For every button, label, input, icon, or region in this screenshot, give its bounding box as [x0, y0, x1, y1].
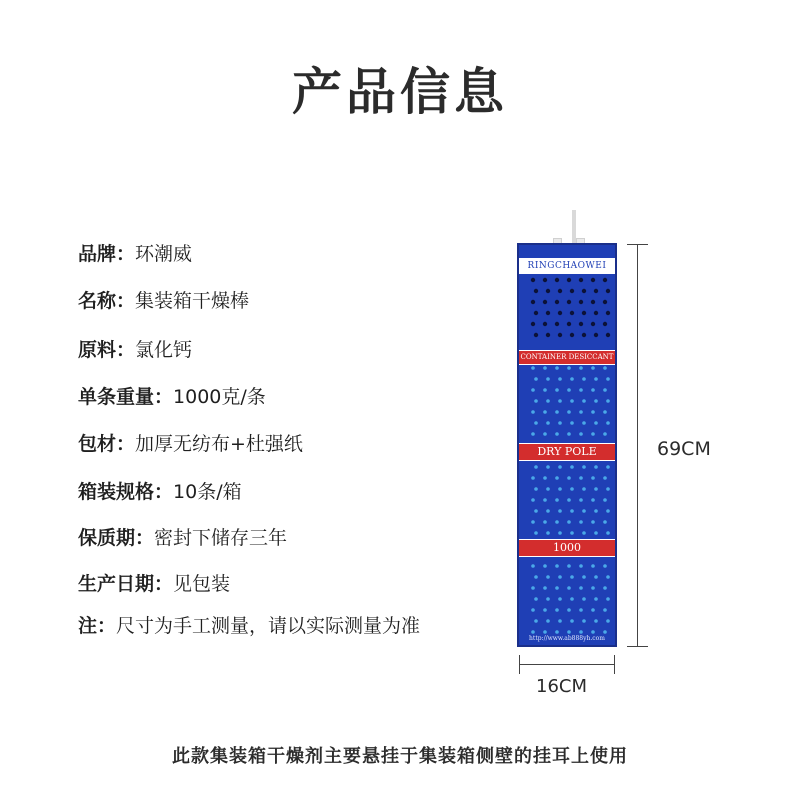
- perforation-hole: [543, 300, 547, 304]
- perforation-hole: [558, 619, 562, 623]
- perforation-hole: [534, 421, 538, 425]
- spec-key: 品牌：: [78, 243, 136, 265]
- perforation-hole: [543, 366, 547, 370]
- perforation-hole: [543, 322, 547, 326]
- height-dimension-line: [637, 244, 638, 647]
- product-band-container: CONTAINER DESICCANT: [519, 350, 615, 365]
- perforation-hole: [603, 278, 607, 282]
- spec-key: 保质期：: [78, 527, 155, 549]
- perforation-hole: [558, 509, 562, 513]
- perforation-hole: [579, 520, 583, 524]
- perforation-hole: [546, 465, 550, 469]
- perforation-hole: [531, 630, 535, 634]
- perforation-hole: [591, 322, 595, 326]
- perforation-hole: [534, 619, 538, 623]
- perforation-hole: [579, 432, 583, 436]
- perforation-hole: [591, 432, 595, 436]
- perforation-hole: [579, 564, 583, 568]
- perforation-hole: [603, 388, 607, 392]
- perforation-hole: [582, 465, 586, 469]
- perforation-hole: [558, 377, 562, 381]
- perforation-hole: [567, 586, 571, 590]
- spec-value: 10条/箱: [173, 481, 242, 503]
- perforation-hole: [570, 311, 574, 315]
- perforation-hole: [591, 366, 595, 370]
- height-dimension-cap-bottom: [627, 646, 648, 647]
- perforation-hole: [567, 498, 571, 502]
- perforation-hole: [534, 465, 538, 469]
- perforation-hole: [606, 333, 610, 337]
- perforation-hole: [534, 399, 538, 403]
- perforation-hole: [534, 289, 538, 293]
- perforation-hole: [555, 608, 559, 612]
- spec-row-box-spec: [78, 480, 242, 504]
- perforation-hole: [567, 630, 571, 634]
- perforation-hole: [558, 597, 562, 601]
- spec-row-material: [78, 338, 192, 362]
- perforation-hole: [531, 278, 535, 282]
- perforation-hole: [582, 333, 586, 337]
- perforation-hole: [534, 333, 538, 337]
- perforation-hole: [555, 388, 559, 392]
- perforation-hole: [534, 311, 538, 315]
- perforation-hole: [594, 597, 598, 601]
- perforation-hole: [606, 465, 610, 469]
- perforation-hole: [570, 509, 574, 513]
- page-title: 产品信息: [292, 63, 508, 121]
- perforation-hole: [606, 311, 610, 315]
- perforation-hole: [567, 322, 571, 326]
- perforation-hole: [603, 366, 607, 370]
- perforation-hole: [603, 520, 607, 524]
- perforation-hole: [558, 465, 562, 469]
- spec-row-packaging: [78, 432, 303, 456]
- perforation-hole: [534, 531, 538, 535]
- perforation-hole: [594, 289, 598, 293]
- perforation-hole: [591, 586, 595, 590]
- perforation-hole: [591, 278, 595, 282]
- perforation-hole: [582, 377, 586, 381]
- perforation-hole: [546, 487, 550, 491]
- perforation-hole: [558, 289, 562, 293]
- perforation-hole: [546, 509, 550, 513]
- perforation-hole: [591, 388, 595, 392]
- perforation-hole: [534, 377, 538, 381]
- perforation-hole: [594, 531, 598, 535]
- perforation-hole: [603, 608, 607, 612]
- perforation-hole: [558, 575, 562, 579]
- perforation-hole: [531, 366, 535, 370]
- perforation-hole: [606, 487, 610, 491]
- perforation-hole: [531, 432, 535, 436]
- perforation-hole: [555, 564, 559, 568]
- perforation-hole: [567, 410, 571, 414]
- perforation-hole: [555, 366, 559, 370]
- perforation-hole: [570, 487, 574, 491]
- spec-row-weight: [78, 385, 266, 409]
- perforation-hole: [570, 597, 574, 601]
- perforation-hole: [531, 322, 535, 326]
- footer-caption: 此款集装箱干燥剂主要悬挂于集装箱侧壁的挂耳上使用: [172, 746, 628, 767]
- perforation-hole: [570, 531, 574, 535]
- spec-value: 氯化钙: [135, 339, 193, 361]
- spec-value: 尺寸为手工测量，请以实际测量为准: [116, 615, 421, 637]
- perforation-hole: [594, 575, 598, 579]
- perforation-hole: [579, 410, 583, 414]
- perforation-hole: [555, 630, 559, 634]
- perforation-hole: [591, 300, 595, 304]
- product-brand-label: RINGCHAOWEI: [519, 258, 615, 274]
- perforation-hole: [555, 586, 559, 590]
- perforation-hole: [546, 619, 550, 623]
- perforation-hole: [531, 410, 535, 414]
- product-band-weight: 1000: [519, 539, 615, 557]
- perforation-hole: [606, 289, 610, 293]
- perforation-hole: [582, 619, 586, 623]
- perforation-hole: [591, 564, 595, 568]
- perforation-hole: [606, 399, 610, 403]
- spec-value: 集装箱干燥棒: [135, 290, 250, 312]
- product-url-label: http://www.ab888yh.com: [529, 635, 605, 642]
- spec-key: 名称：: [78, 290, 136, 312]
- perforation-hole: [594, 465, 598, 469]
- perforation-hole: [603, 564, 607, 568]
- perforation-hole: [582, 575, 586, 579]
- perforation-hole: [594, 509, 598, 513]
- perforation-hole: [594, 421, 598, 425]
- perforation-hole: [543, 586, 547, 590]
- perforation-hole: [594, 377, 598, 381]
- perforation-hole: [543, 608, 547, 612]
- perforation-hole: [606, 531, 610, 535]
- perforation-hole: [567, 608, 571, 612]
- perforation-hole: [594, 311, 598, 315]
- perforation-hole: [579, 322, 583, 326]
- width-dimension-label: 16CM: [536, 676, 588, 697]
- perforation-hole: [531, 388, 535, 392]
- perforation-hole: [582, 487, 586, 491]
- perforation-hole: [579, 630, 583, 634]
- spec-key: 单条重量：: [78, 386, 174, 408]
- perforation-hole: [603, 432, 607, 436]
- perforation-hole: [603, 476, 607, 480]
- perforation-hole: [591, 608, 595, 612]
- perforation-hole: [543, 278, 547, 282]
- perforation-hole: [579, 388, 583, 392]
- perforation-hole: [570, 289, 574, 293]
- spec-key: 原料：: [78, 339, 136, 361]
- perforation-hole: [570, 619, 574, 623]
- perforation-hole: [570, 333, 574, 337]
- perforation-hole: [567, 432, 571, 436]
- height-dimension-cap-top: [627, 244, 648, 245]
- perforation-hole: [579, 476, 583, 480]
- perforation-hole: [531, 586, 535, 590]
- perforation-hole: [567, 300, 571, 304]
- perforation-hole: [603, 630, 607, 634]
- spec-row-shelf-life: [78, 526, 287, 550]
- perforation-hole: [543, 498, 547, 502]
- perforation-hole: [543, 630, 547, 634]
- perforation-hole: [579, 586, 583, 590]
- perforation-hole: [570, 377, 574, 381]
- perforation-hole: [546, 311, 550, 315]
- perforation-hole: [555, 278, 559, 282]
- perforation-hole: [570, 399, 574, 403]
- perforation-hole: [534, 597, 538, 601]
- perforation-hole: [591, 520, 595, 524]
- perforation-hole: [543, 476, 547, 480]
- perforation-hole: [546, 575, 550, 579]
- perforation-hole: [603, 322, 607, 326]
- perforation-hole: [567, 366, 571, 370]
- perforation-hole: [594, 333, 598, 337]
- perforation-hole: [567, 520, 571, 524]
- perforation-hole: [555, 432, 559, 436]
- spec-value: 环潮威: [135, 243, 193, 265]
- spec-value: 1000克/条: [173, 386, 266, 408]
- spec-key: 箱装规格：: [78, 481, 174, 503]
- perforation-hole: [531, 564, 535, 568]
- perforation-hole: [546, 421, 550, 425]
- spec-row-note: [78, 614, 420, 638]
- height-dimension-label: 69CM: [657, 438, 711, 460]
- perforation-hole: [546, 289, 550, 293]
- perforation-hole: [582, 531, 586, 535]
- perforation-hole: [531, 476, 535, 480]
- perforation-hole: [546, 399, 550, 403]
- perforation-hole: [555, 520, 559, 524]
- spec-key: 包材：: [78, 433, 136, 455]
- perforation-hole: [570, 421, 574, 425]
- perforation-hole: [582, 421, 586, 425]
- spec-key: 生产日期：: [78, 573, 174, 595]
- perforation-hole: [558, 333, 562, 337]
- perforation-hole: [570, 465, 574, 469]
- perforation-hole: [567, 476, 571, 480]
- perforation-hole: [594, 487, 598, 491]
- spec-row-production-date: [78, 572, 230, 596]
- perforation-hole: [558, 531, 562, 535]
- perforation-hole: [603, 300, 607, 304]
- perforation-hole: [558, 399, 562, 403]
- perforation-hole: [579, 498, 583, 502]
- width-dimension-line: [519, 664, 615, 665]
- perforation-hole: [543, 410, 547, 414]
- spec-value: 见包装: [173, 573, 231, 595]
- perforation-hole: [558, 487, 562, 491]
- perforation-hole: [591, 476, 595, 480]
- perforation-hole: [567, 278, 571, 282]
- spec-row-brand: [78, 242, 192, 266]
- spec-row-name: [78, 289, 249, 313]
- perforation-hole: [603, 410, 607, 414]
- perforation-hole: [555, 410, 559, 414]
- perforation-hole: [546, 597, 550, 601]
- product-band-dry-pole: DRY POLE: [519, 443, 615, 461]
- perforation-hole: [579, 300, 583, 304]
- perforation-hole: [534, 509, 538, 513]
- perforation-hole: [606, 509, 610, 513]
- perforation-hole: [534, 575, 538, 579]
- perforation-hole: [591, 630, 595, 634]
- perforation-hole: [591, 498, 595, 502]
- perforation-hole: [606, 377, 610, 381]
- perforation-hole: [558, 311, 562, 315]
- perforation-hole: [543, 432, 547, 436]
- perforation-hole: [606, 421, 610, 425]
- perforation-hole: [582, 399, 586, 403]
- perforation-hole: [543, 564, 547, 568]
- perforation-hole: [582, 289, 586, 293]
- perforation-hole: [555, 498, 559, 502]
- perforation-hole: [603, 498, 607, 502]
- perforation-hole: [579, 366, 583, 370]
- perforation-hole: [579, 278, 583, 282]
- perforation-hole: [579, 608, 583, 612]
- perforation-hole: [546, 377, 550, 381]
- perforation-hole: [570, 575, 574, 579]
- perforation-hole: [567, 564, 571, 568]
- perforation-hole: [531, 300, 535, 304]
- perforation-hole: [546, 333, 550, 337]
- perforation-hole: [591, 410, 595, 414]
- perforation-hole: [555, 476, 559, 480]
- perforation-hole: [555, 300, 559, 304]
- perforation-hole: [594, 619, 598, 623]
- perforation-hole: [606, 619, 610, 623]
- perforation-hole: [555, 322, 559, 326]
- perforation-hole: [594, 399, 598, 403]
- perforation-hole: [606, 575, 610, 579]
- spec-key: 注：: [78, 615, 117, 637]
- spec-value: 密封下储存三年: [154, 527, 288, 549]
- perforation-hole: [546, 531, 550, 535]
- perforation-hole: [534, 487, 538, 491]
- spec-value: 加厚无纺布+杜强纸: [135, 433, 303, 455]
- perforation-hole: [603, 586, 607, 590]
- perforation-hole: [531, 498, 535, 502]
- perforation-hole: [531, 520, 535, 524]
- perforation-hole: [582, 597, 586, 601]
- perforation-hole: [531, 608, 535, 612]
- perforation-hole: [582, 509, 586, 513]
- perforation-hole: [582, 311, 586, 315]
- perforation-hole: [606, 597, 610, 601]
- perforation-hole: [543, 388, 547, 392]
- perforation-hole: [558, 421, 562, 425]
- perforation-hole: [567, 388, 571, 392]
- perforation-hole: [543, 520, 547, 524]
